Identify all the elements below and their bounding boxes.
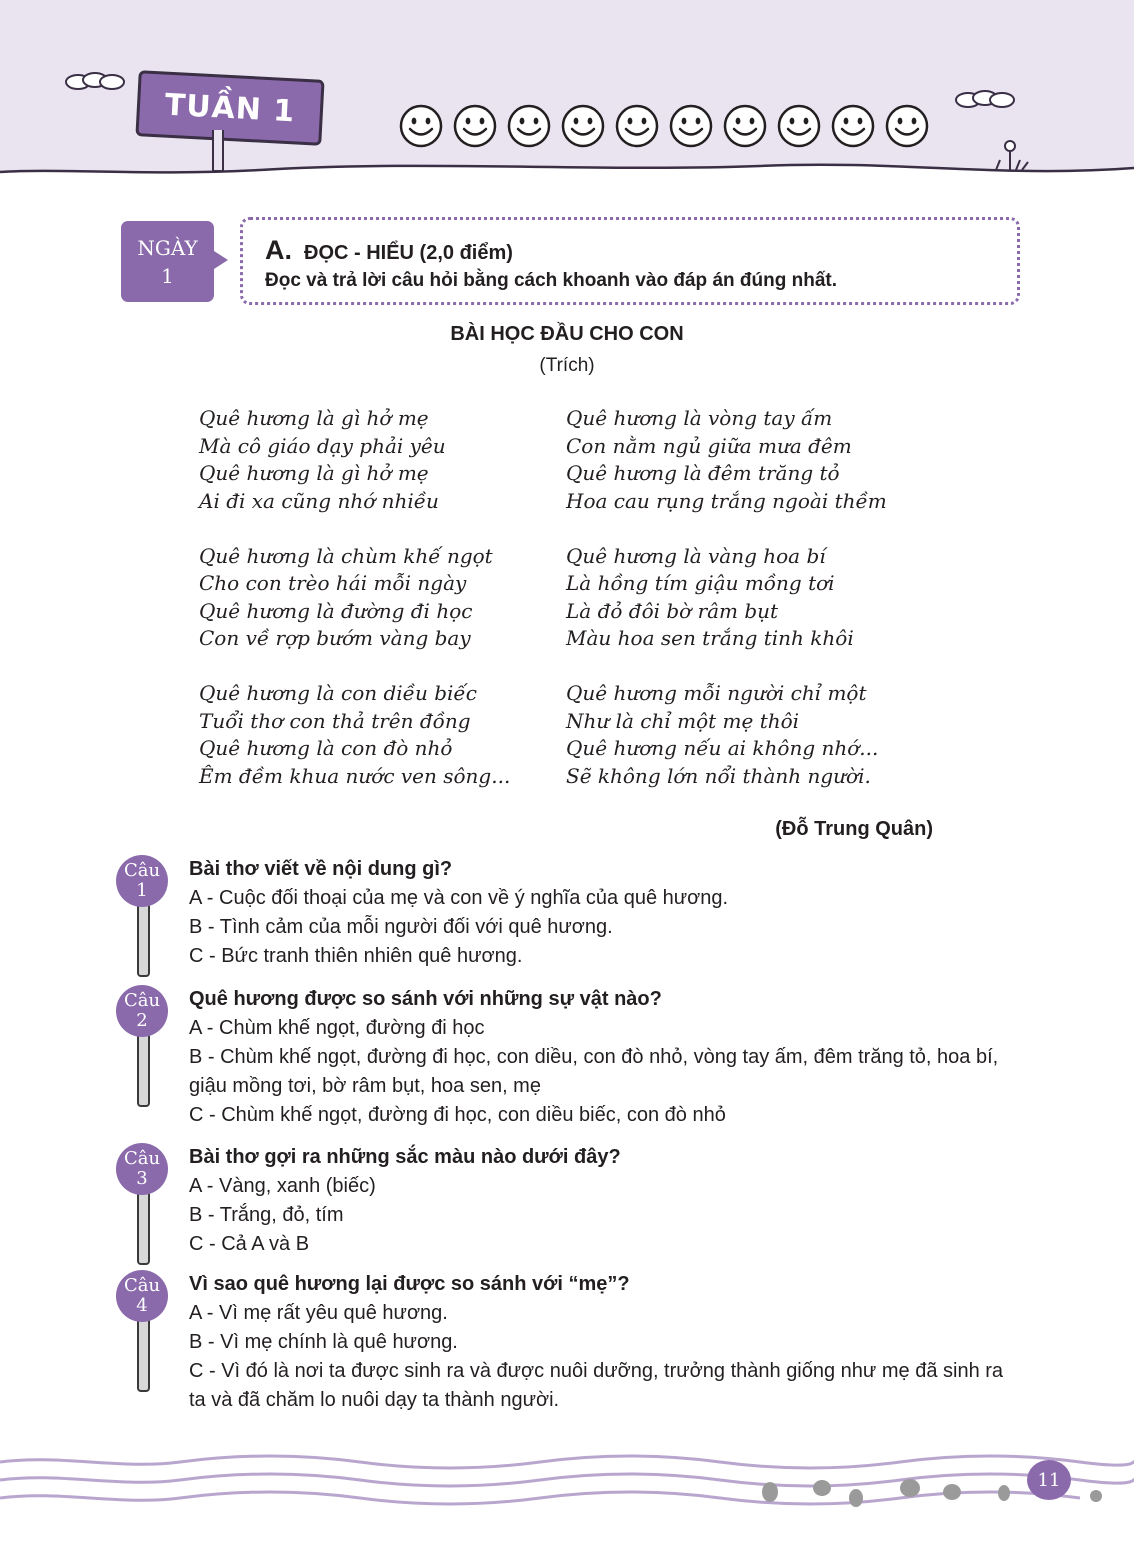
week-label: TUẦN 1 xyxy=(163,87,297,129)
stanza xyxy=(566,405,887,515)
question-number-badge xyxy=(116,855,168,907)
section-header xyxy=(240,217,1020,305)
marker-stick xyxy=(137,1189,150,1265)
poem-line: Là đỏ đôi bờ râm bụt xyxy=(566,598,779,623)
cloud-icon-right xyxy=(956,91,1014,107)
day-badge-label: NGÀY xyxy=(137,235,198,260)
poem-line: Như là chỉ một mẹ thôi xyxy=(566,708,800,733)
marker-stick xyxy=(137,1316,150,1392)
smiley-icon xyxy=(452,103,498,149)
marker-stick xyxy=(137,1031,150,1107)
question-text: Quê hương được so sánh với những sự vật nào? xyxy=(189,988,662,1010)
question-number-badge xyxy=(116,1143,168,1195)
footer-waves xyxy=(0,1440,1134,1550)
answer-option-c[interactable]: C - Cả A và B xyxy=(189,1233,310,1255)
question-body xyxy=(189,855,1019,971)
smiley-icon xyxy=(614,103,660,149)
poem-line: Quê hương là vàng hoa bí xyxy=(566,543,826,568)
smiley-icon xyxy=(722,103,768,149)
question-body xyxy=(189,985,1019,1130)
smiley-row xyxy=(398,103,930,149)
smiley-icon xyxy=(884,103,930,149)
question-body xyxy=(189,1270,1019,1415)
poem-line: Con về rợp bướm vàng bay xyxy=(199,626,471,650)
answer-option-a[interactable]: A - Vàng, xanh (biếc) xyxy=(189,1175,376,1197)
answer-option-b[interactable]: B - Tình cảm của mỗi người đối với quê hương. xyxy=(189,916,613,938)
question-text: Bài thơ viết về nội dung gì? xyxy=(189,858,453,880)
question-text: Bài thơ gợi ra những sắc màu nào dưới đây? xyxy=(189,1146,621,1168)
section-letter: A. xyxy=(265,235,292,265)
stanza xyxy=(199,680,510,790)
day-badge-number: 1 xyxy=(161,263,174,288)
poem-left-column xyxy=(199,405,510,818)
smiley-icon xyxy=(506,103,552,149)
answer-option-c[interactable]: C - Vì đó là nơi ta được sinh ra và được nuôi dưỡng, trưởng thành giống như mẹ đã sinh ra ta và đã chăm lo nuôi dạy ta thành người. xyxy=(189,1360,1004,1411)
smiley-icon xyxy=(560,103,606,149)
poem-line: Quê hương là đêm trăng tỏ xyxy=(566,461,840,485)
page-number-text: 11 xyxy=(1037,1469,1061,1491)
answer-option-c[interactable]: C - Bức tranh thiên nhiên quê hương. xyxy=(189,945,523,967)
cloud-icon-left xyxy=(66,73,124,89)
poem-right-column xyxy=(566,405,887,818)
poem-line: Quê hương là con diều biếc xyxy=(199,681,477,705)
answer-option-c[interactable]: C - Chùm khế ngọt, đường đi học, con diều biếc, con đò nhỏ xyxy=(189,1104,726,1126)
poem-line: Cho con trèo hái mỗi ngày xyxy=(199,571,467,595)
page-number xyxy=(1027,1460,1071,1500)
poem-line: Là hồng tím giậu mồng tơi xyxy=(566,571,835,595)
poem-line: Màu hoa sen trắng tinh khôi xyxy=(566,626,854,650)
stanza xyxy=(199,405,510,515)
poem-title: BÀI HỌC ĐẦU CHO CON xyxy=(450,323,684,345)
smiley-icon xyxy=(830,103,876,149)
poem-line: Quê hương mỗi người chỉ một xyxy=(566,681,867,705)
poem-author: (Đỗ Trung Quân) xyxy=(775,818,933,840)
section-title: ĐỌC - HIỂU (2,0 điểm) xyxy=(304,242,513,264)
week-sign xyxy=(135,70,324,146)
poem-line: Sẽ không lớn nổi thành người. xyxy=(566,763,871,788)
question-number: 4 xyxy=(136,1295,148,1316)
question-text: Vì sao quê hương lại được so sánh với “mẹ”? xyxy=(189,1273,630,1295)
question-number: 1 xyxy=(136,880,148,901)
question-label: Câu xyxy=(123,1275,161,1296)
marker-stick xyxy=(137,901,150,977)
answer-option-a[interactable]: A - Vì mẹ rất yêu quê hương. xyxy=(189,1302,448,1324)
poem-line: Êm đềm khua nước ven sông... xyxy=(199,763,511,788)
poem-subtitle: (Trích) xyxy=(539,355,595,376)
poem-line: Hoa cau rụng trắng ngoài thềm xyxy=(566,488,887,513)
stanza xyxy=(566,680,887,790)
poem-line: Mà cô giáo dạy phải yêu xyxy=(199,433,446,458)
question-number: 3 xyxy=(136,1168,148,1189)
question-body xyxy=(189,1143,1019,1259)
question-number-badge xyxy=(116,985,168,1037)
poem-line: Quê hương là gì hở mẹ xyxy=(199,461,429,485)
answer-option-a[interactable]: A - Cuộc đối thoại của mẹ và con về ý nghĩa của quê hương. xyxy=(189,887,729,909)
stanza xyxy=(566,543,887,653)
question-label: Câu xyxy=(123,860,161,881)
answer-option-b[interactable]: B - Chùm khế ngọt, đường đi học, con diều, con đò nhỏ, vòng tay ấm, đêm trăng tỏ, hoa bí, giậu mồng tơi, bờ râm bụt, hoa sen, mẹ xyxy=(189,1046,999,1097)
answer-option-b[interactable]: B - Vì mẹ chính là quê hương. xyxy=(189,1331,458,1353)
poem-line: Quê hương là đường đi học xyxy=(199,598,473,623)
sign-post xyxy=(212,130,224,172)
poem-line: Con nằm ngủ giữa mưa đêm xyxy=(566,433,852,458)
poem-line: Ai đi xa cũng nhớ nhiều xyxy=(199,488,439,513)
question-number-badge xyxy=(116,1270,168,1322)
question-label: Câu xyxy=(123,990,161,1011)
poem-line: Quê hương là con đò nhỏ xyxy=(199,736,453,760)
smiley-icon xyxy=(776,103,822,149)
poem-line: Quê hương là vòng tay ấm xyxy=(566,406,833,430)
smiley-icon xyxy=(398,103,444,149)
day-badge xyxy=(121,221,214,302)
poem-line: Quê hương nếu ai không nhớ... xyxy=(566,736,879,760)
answer-option-b[interactable]: B - Trắng, đỏ, tím xyxy=(189,1204,344,1226)
smiley-icon xyxy=(668,103,714,149)
answer-option-a[interactable]: A - Chùm khế ngọt, đường đi học xyxy=(189,1017,485,1039)
section-instruction: Đọc và trả lời câu hỏi bằng cách khoanh vào đáp án đúng nhất. xyxy=(265,270,837,291)
poem-line: Quê hương là gì hở mẹ xyxy=(199,406,429,430)
question-number: 2 xyxy=(136,1010,148,1031)
poem-line: Quê hương là chùm khế ngọt xyxy=(199,543,493,568)
question-label: Câu xyxy=(123,1148,161,1169)
poem-line: Tuổi thơ con thả trên đồng xyxy=(199,708,471,733)
stanza xyxy=(199,543,510,653)
